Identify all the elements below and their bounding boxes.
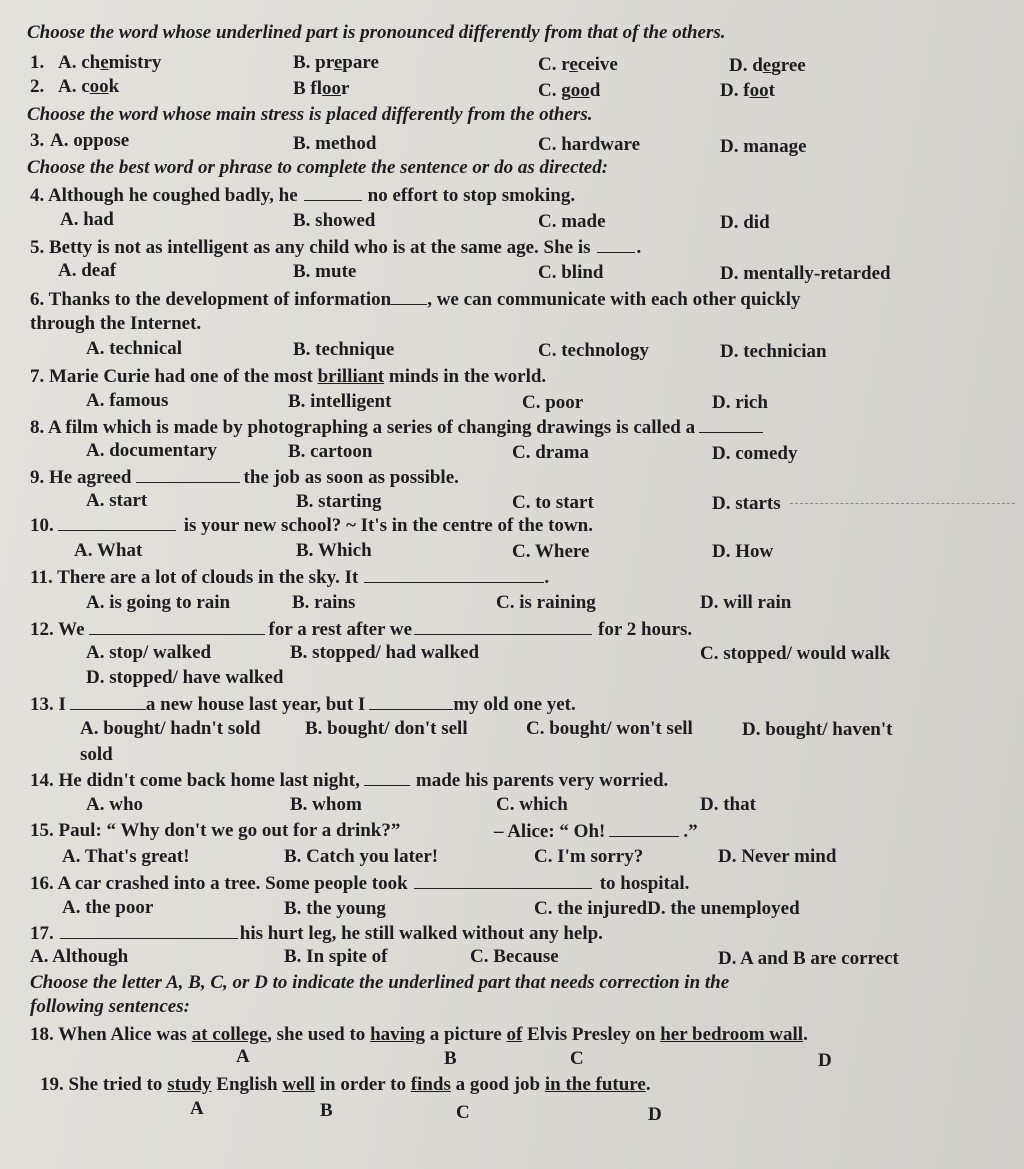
q13-text3: my old one yet. <box>453 694 576 715</box>
q1-a-text1: A. ch <box>58 52 101 73</box>
q2-a-underlined: oo <box>89 76 109 97</box>
q4-blank <box>304 184 362 201</box>
q19-text2: English <box>211 1074 283 1095</box>
q16-text1: 16. A car crashed into a tree. Some people took <box>30 873 408 894</box>
heading-error-correction: Choose the letter A, B, C, or D to indicate the underlined part that needs correction in the <box>30 972 730 993</box>
q2-b-underlined: oo <box>322 78 342 99</box>
q17-stem <box>30 922 603 945</box>
q12-text2: for a rest after we <box>268 619 413 640</box>
q9-blank <box>136 466 240 483</box>
q19-part-a[interactable]: study <box>167 1074 212 1095</box>
q2-d-text2: t <box>768 80 775 101</box>
q14-option-b[interactable]: B. whom <box>290 794 362 815</box>
q4-text2: no effort to stop smoking. <box>367 185 576 206</box>
q2-c-text2: d <box>589 80 601 101</box>
q14-stem <box>30 769 668 792</box>
q9-option-c[interactable]: C. to start <box>512 492 594 513</box>
q1-option-a[interactable] <box>58 52 161 74</box>
q16-c-text: C. the injured <box>534 898 648 919</box>
q1-a-underlined: e <box>100 52 109 73</box>
q19-stem <box>40 1074 651 1096</box>
q15-option-d[interactable]: D. Never mind <box>718 846 837 867</box>
q10-blank <box>58 514 176 531</box>
q16-option-a[interactable]: A. the poor <box>62 897 154 918</box>
q17-option-b[interactable]: B. In spite of <box>284 946 388 967</box>
q11-text2: . <box>544 567 550 588</box>
heading-best-option: Choose the best word or phrase to complete the sentence or do as directed: <box>27 157 609 178</box>
q15-text2: – Alice: “ Oh! <box>494 821 606 842</box>
q19-text4: a good job <box>450 1074 545 1095</box>
q19-letter-c: C <box>456 1102 470 1123</box>
heading-stress: Choose the word whose main stress is placed differently from the others. <box>27 104 593 125</box>
q5-option-b[interactable]: B. mute <box>293 261 357 282</box>
q19-part-c[interactable]: finds <box>410 1074 451 1095</box>
q15-text1: 15. Paul: “ Why don't we go out for a drink?” <box>30 820 401 841</box>
q11-option-b[interactable]: B. rains <box>292 592 356 613</box>
q9-option-d[interactable]: D. starts <box>712 493 781 514</box>
q7-option-b[interactable]: B. intelligent <box>288 391 392 412</box>
q1-b-text2: pare <box>342 52 379 73</box>
q18-text2: , she used to <box>267 1024 371 1045</box>
q18-letter-b: B <box>444 1048 457 1069</box>
q19-text3: in order to <box>315 1074 411 1095</box>
q14-text1: 14. He didn't come back home last night, <box>30 770 360 791</box>
q17-option-c[interactable]: C. Because <box>470 946 559 967</box>
q9-text1: 9. He agreed <box>30 467 132 488</box>
q15-text3: .” <box>683 821 698 842</box>
q1-d-text1: D. d <box>729 55 763 76</box>
q11-option-d[interactable]: D. will rain <box>700 592 792 613</box>
q12-option-d[interactable]: D. stopped/ have walked <box>86 667 284 688</box>
q18-stem <box>30 1024 808 1046</box>
q8-blank <box>699 416 763 433</box>
q2-c-text1: C. g <box>538 80 571 101</box>
q6-option-b[interactable]: B. technique <box>293 339 395 360</box>
q11-stem <box>30 566 549 589</box>
q9-text2: the job as soon as possible. <box>243 467 459 488</box>
q12-option-b[interactable]: B. stopped/ had walked <box>290 642 480 663</box>
q18-text1: 18. When Alice was <box>30 1024 192 1045</box>
q6-blank <box>391 288 427 305</box>
q2-d-underlined: oo <box>749 80 769 101</box>
q7-text2: minds in the world. <box>384 366 547 387</box>
q10-option-b[interactable]: B. Which <box>296 540 372 561</box>
q12-text3: for 2 hours. <box>598 619 693 640</box>
q6-text2: , we can communicate with each other quickly <box>427 289 801 310</box>
q18-letter-a: A <box>236 1046 250 1067</box>
q18-text5: . <box>803 1024 808 1045</box>
q13-blank-1 <box>70 693 146 710</box>
q13-option-b[interactable]: B. bought/ don't sell <box>305 718 468 739</box>
q5-option-d[interactable]: D. mentally-retarded <box>720 263 891 284</box>
q14-option-c[interactable]: C. which <box>496 794 568 815</box>
q13-blank-2 <box>369 693 453 710</box>
q14-text2: made his parents very worried. <box>415 770 669 791</box>
q2-d-text1: D. f <box>720 80 750 101</box>
q12-option-c[interactable]: C. stopped/ would walk <box>700 643 891 664</box>
q17-option-d[interactable]: D. A and B are correct <box>718 948 899 969</box>
q14-option-d[interactable]: D. that <box>700 794 756 815</box>
q2-option-b[interactable] <box>293 78 349 100</box>
q10-option-c[interactable]: C. Where <box>512 541 590 562</box>
q8-option-c[interactable]: C. drama <box>512 442 590 463</box>
q1-b-underlined: e <box>333 52 343 73</box>
heading-pronunciation: Choose the word whose underlined part is pronounced differently from that of the others. <box>27 22 726 43</box>
q17-text1: 17. <box>30 923 54 944</box>
q5-stem <box>30 236 641 259</box>
q4-stem <box>30 184 575 207</box>
q13-option-a[interactable]: A. bought/ hadn't sold <box>80 718 261 739</box>
q14-option-a[interactable]: A. who <box>86 794 144 815</box>
q17-text2: his hurt leg, he still walked without any help. <box>239 923 603 944</box>
q5-text1: 5. Betty is not as intelligent as any child who is at the same age. She is <box>30 237 591 258</box>
q6-option-a[interactable]: A. technical <box>86 338 183 359</box>
q3-number: 3. <box>30 130 45 151</box>
q3-option-d[interactable]: D. manage <box>720 136 807 157</box>
q19-letter-a: A <box>190 1098 204 1119</box>
q15-stem <box>30 820 400 842</box>
q15-option-b[interactable]: B. Catch you later! <box>284 846 439 867</box>
q18-text4: Elvis Presley on <box>522 1024 661 1045</box>
q18-part-b[interactable]: having <box>370 1024 425 1045</box>
q2-a-text2: k <box>108 76 120 97</box>
q9-option-b[interactable]: B. starting <box>296 491 382 512</box>
q10-option-a[interactable]: A. What <box>74 540 143 561</box>
q6-stem-continued: through the Internet. <box>30 313 202 334</box>
q19-part-b[interactable]: well <box>282 1074 316 1095</box>
q5-blank <box>597 236 635 253</box>
q6-text1: 6. Thanks to the development of information <box>30 289 392 310</box>
q8-stem <box>30 416 763 439</box>
q16-stem <box>30 872 689 895</box>
q19-letter-d: D <box>648 1104 662 1125</box>
q18-letter-c: C <box>570 1048 584 1069</box>
q3-option-c[interactable]: C. hardware <box>538 134 641 155</box>
q16-option-b[interactable]: B. the young <box>284 898 386 919</box>
q1-a-text2: mistry <box>108 52 162 73</box>
q14-blank <box>364 769 410 786</box>
q12-text1: 12. We <box>30 619 85 640</box>
q11-blank <box>364 566 544 583</box>
q1-c-underlined: e <box>569 54 578 75</box>
q3-option-a[interactable]: A. oppose <box>50 130 130 151</box>
q1-option-b[interactable] <box>293 52 379 74</box>
q11-option-a[interactable]: A. is going to rain <box>86 592 231 613</box>
q8-option-b[interactable]: B. cartoon <box>288 441 373 462</box>
q15-option-a[interactable]: A. That's great! <box>62 846 190 867</box>
q7-text1: 7. Marie Curie had one of the most <box>30 366 318 387</box>
q8-text1: 8. A film which is made by photographing a series of changing drawings is called a <box>30 417 696 438</box>
heading-error-correction-continued: following sentences: <box>30 996 190 1017</box>
q8-option-a[interactable]: A. documentary <box>86 440 217 461</box>
q11-option-c[interactable]: C. is raining <box>496 592 596 613</box>
q16-text2: to hospital. <box>599 873 690 894</box>
q5-text2: . <box>636 237 642 258</box>
q4-option-b[interactable]: B. showed <box>293 210 376 231</box>
q1-option-d[interactable] <box>729 55 806 77</box>
q18-part-d[interactable]: her bedroom wall <box>660 1024 804 1045</box>
q12-option-a[interactable]: A. stop/ walked <box>86 642 212 663</box>
q18-text3: a picture <box>424 1024 507 1045</box>
q7-option-d[interactable]: D. rich <box>712 392 768 413</box>
q1-number: 1. <box>30 52 45 73</box>
q10-text1: 10. <box>30 515 54 536</box>
q16-blank <box>414 872 592 889</box>
q6-option-d[interactable]: D. technician <box>720 341 827 362</box>
q2-number: 2. <box>30 76 45 97</box>
q19-text5: . <box>645 1074 651 1095</box>
q2-b-text2: r <box>341 78 350 99</box>
q2-c-underlined: oo <box>570 80 590 101</box>
stray-dashed-line <box>790 503 1015 504</box>
q19-text1: 19. She tried to <box>40 1074 168 1095</box>
q7-option-c[interactable]: C. poor <box>522 392 584 413</box>
q12-blank-2 <box>414 618 592 635</box>
q2-option-d[interactable] <box>720 80 775 102</box>
q2-option-a[interactable] <box>58 76 119 98</box>
q1-c-text2: ceive <box>577 54 618 75</box>
q13-stem <box>30 693 576 716</box>
q17-option-a[interactable]: A. Although <box>30 946 129 967</box>
q13-option-d[interactable]: D. bought/ haven't <box>742 719 893 740</box>
q13-text2: a new house last year, but I <box>145 694 366 715</box>
q18-part-c[interactable]: of <box>506 1024 523 1045</box>
q16-option-c[interactable] <box>534 898 800 920</box>
q18-part-a[interactable]: at college <box>191 1024 268 1045</box>
q6-stem <box>30 288 801 311</box>
q15-option-c[interactable]: C. I'm sorry? <box>534 846 644 867</box>
q18-letter-d: D <box>818 1050 832 1071</box>
q9-stem <box>30 466 459 489</box>
q5-option-c[interactable]: C. blind <box>538 262 604 283</box>
q2-b-text1: B fl <box>293 78 323 99</box>
q10-option-d[interactable]: D. How <box>712 541 774 562</box>
q1-b-text1: B. pr <box>293 52 334 73</box>
q11-text1: 11. There are a lot of clouds in the sky. It <box>30 567 359 588</box>
q1-option-c[interactable] <box>538 54 618 76</box>
q12-blank-1 <box>89 618 265 635</box>
q2-a-text1: A. c <box>58 76 90 97</box>
q4-text1: 4. Although he coughed badly, he <box>30 185 298 206</box>
q13-text1: 13. I <box>30 694 66 715</box>
q15-stem-alice <box>494 820 698 843</box>
q9-option-a[interactable]: A. start <box>86 490 148 511</box>
q19-letter-b: B <box>320 1100 333 1121</box>
q12-stem <box>30 618 692 641</box>
q13-option-d-continued: sold <box>80 744 113 765</box>
q8-option-d[interactable]: D. comedy <box>712 443 798 464</box>
q4-option-d[interactable]: D. did <box>720 212 770 233</box>
q7-underlined-word: brilliant <box>317 366 385 387</box>
q5-option-a[interactable]: A. deaf <box>58 260 117 281</box>
q2-option-c[interactable] <box>538 80 600 102</box>
q15-blank <box>609 820 679 837</box>
q16-option-d[interactable]: D. the unemployed <box>647 898 800 919</box>
q4-option-a[interactable]: A. had <box>60 209 114 230</box>
q6-option-c[interactable]: C. technology <box>538 340 649 361</box>
q10-text2: is your new school? ~ It's in the centre of the town. <box>183 515 593 536</box>
q17-blank <box>60 922 238 939</box>
q3-option-b[interactable]: B. method <box>293 133 377 154</box>
q10-stem <box>30 514 593 537</box>
q19-part-d[interactable]: in the future <box>544 1074 646 1095</box>
q7-stem <box>30 366 546 388</box>
q1-d-underlined: e <box>762 55 772 76</box>
q1-c-text1: C. r <box>538 54 570 75</box>
q1-d-text2: gree <box>771 55 806 76</box>
q7-option-a[interactable]: A. famous <box>86 390 169 411</box>
q13-option-c[interactable]: C. bought/ won't sell <box>526 718 693 739</box>
q4-option-c[interactable]: C. made <box>538 211 606 232</box>
